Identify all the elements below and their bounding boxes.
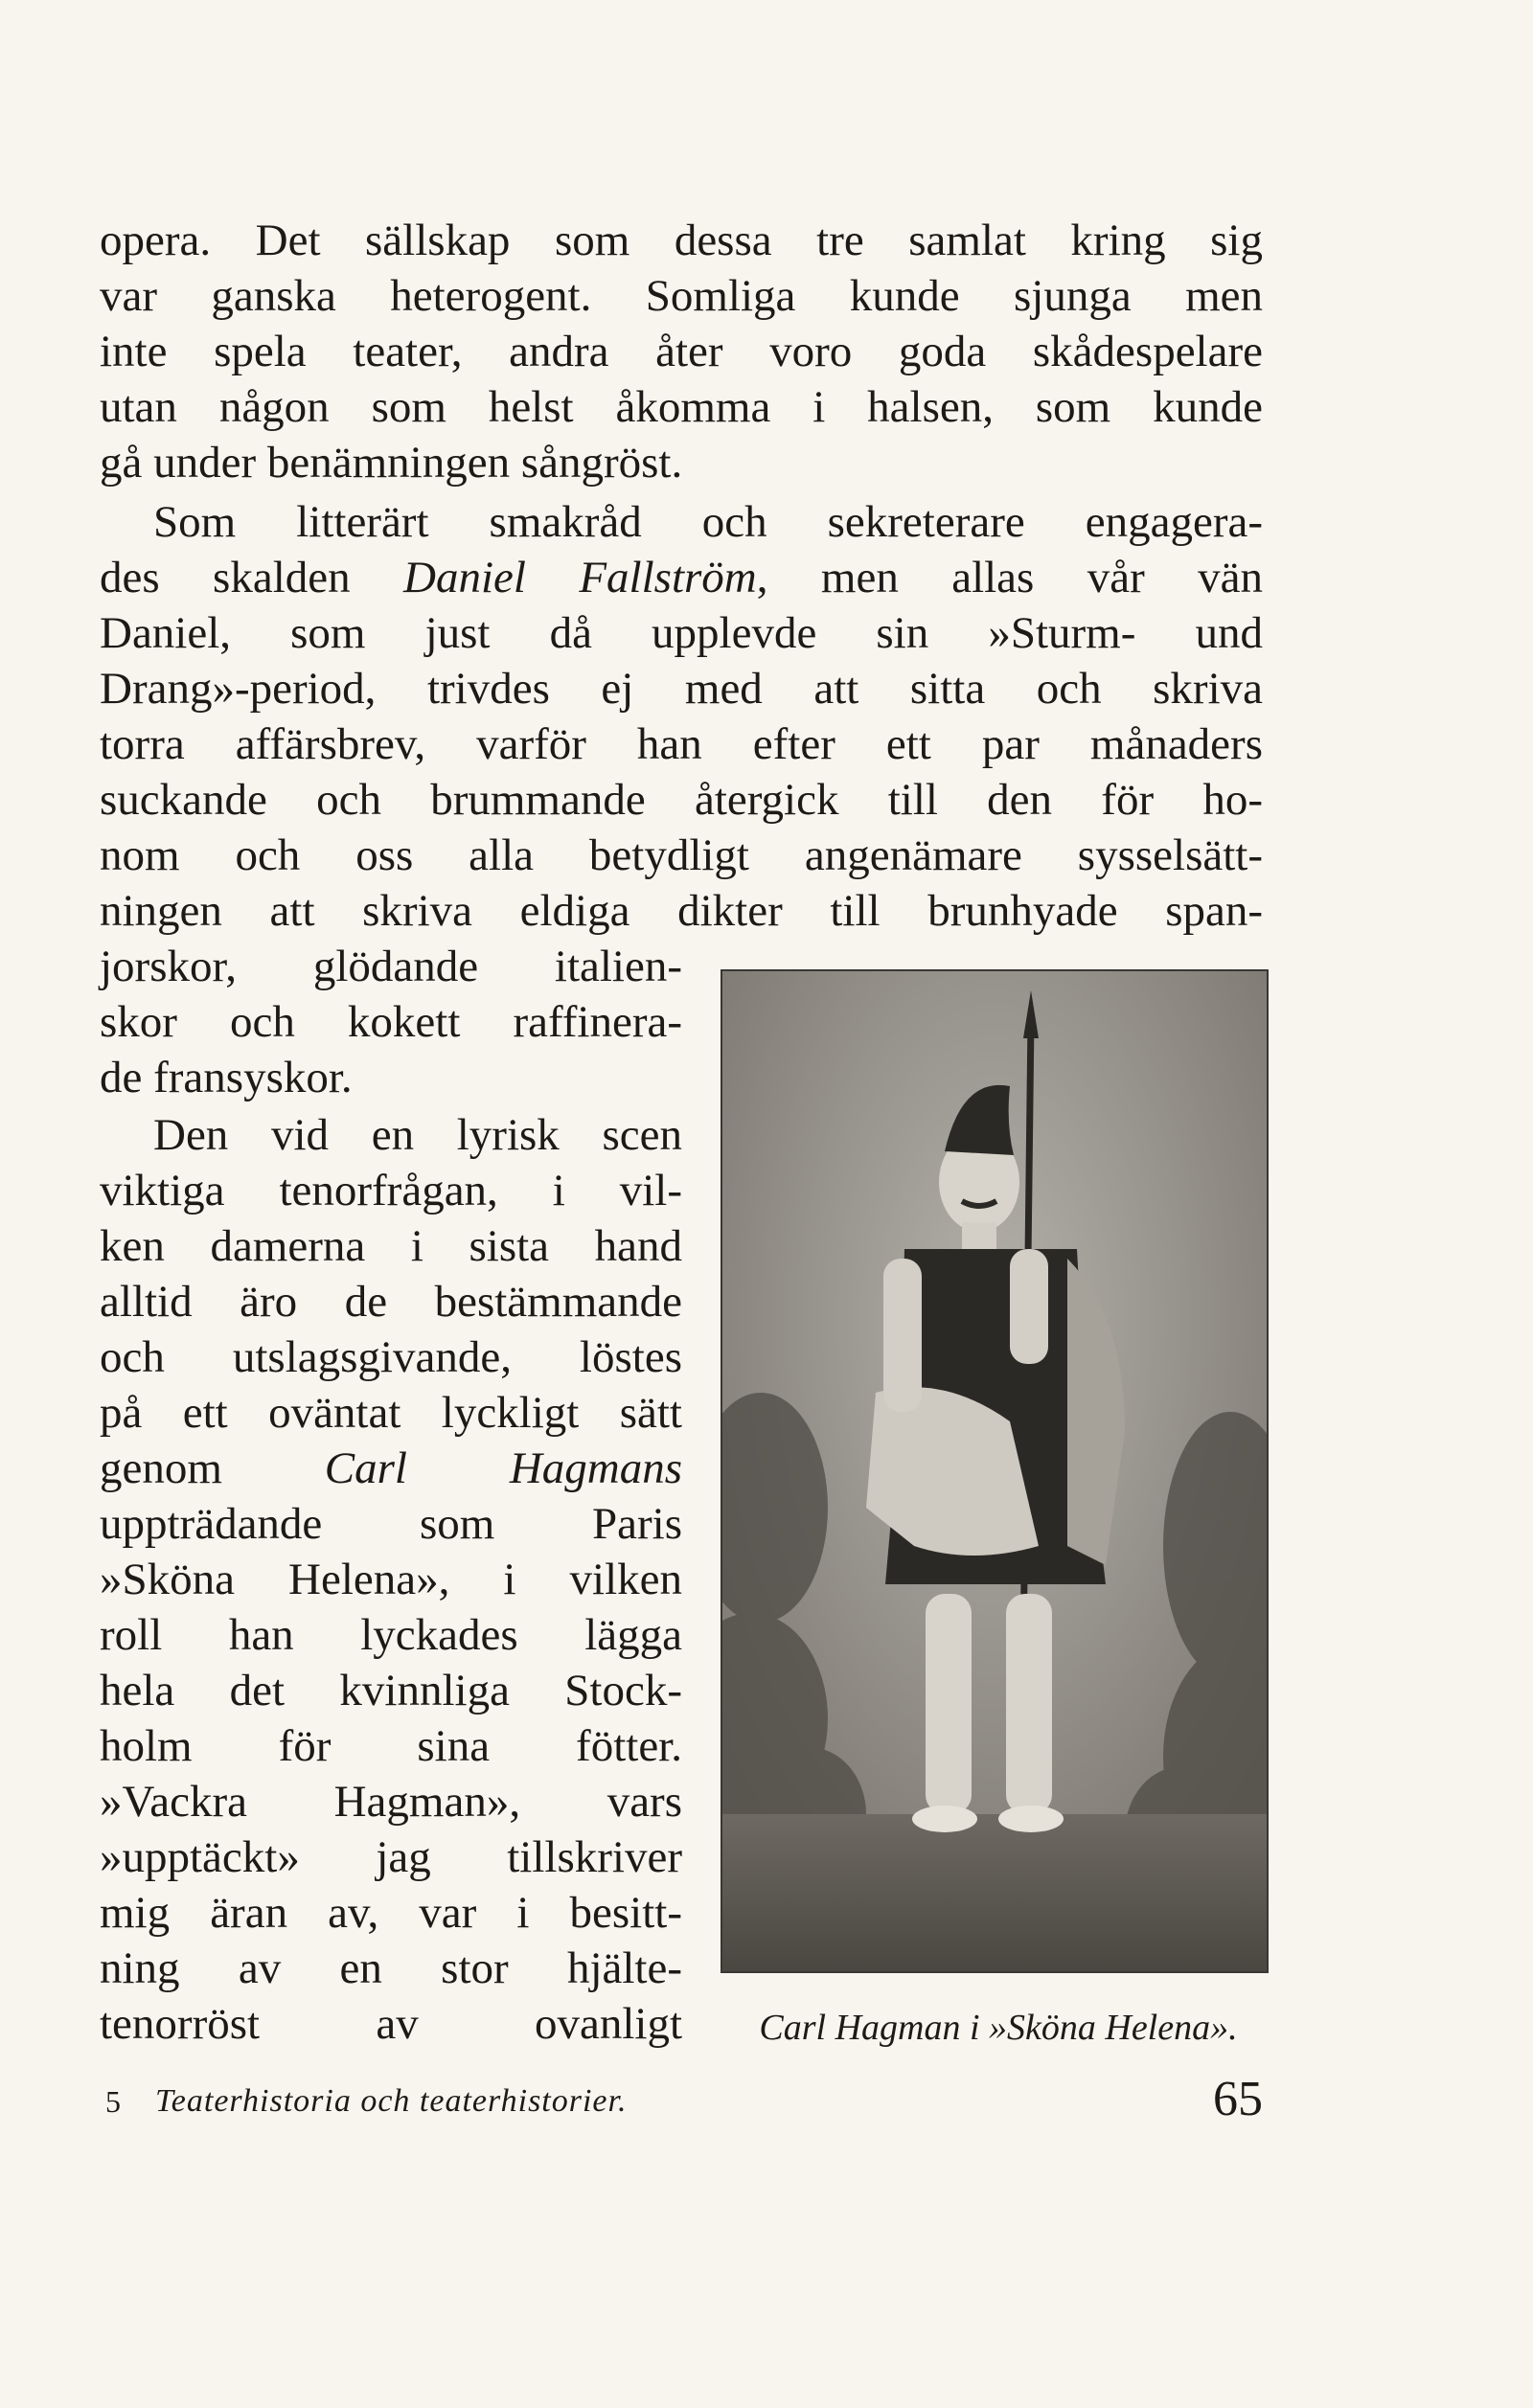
column-line-5: viktiga tenorfrågan, i vil- (100, 1166, 682, 1215)
body-line-13: ningen att skriva eldiga dikter till brunhyade span- (100, 886, 1263, 936)
column-line-18: mig äran av, var i besitt- (100, 1888, 682, 1938)
column-line-15: holm för sina fötter. (100, 1721, 682, 1771)
column-line-13: roll han lyckades lägga (100, 1610, 682, 1660)
body-line-7-start: des skalden (100, 553, 404, 602)
body-line-7-end: , men allas vår vän (756, 553, 1264, 602)
body-line-3: inte spela teater, andra åter voro goda skådespelare (100, 327, 1263, 376)
column-line-16: »Vackra Hagman», vars (100, 1777, 682, 1827)
body-line-6: Som litterärt smakråd och sekreterare engagera- (153, 497, 1263, 547)
column-line-9: på ett oväntat lyckligt sätt (100, 1388, 682, 1438)
body-line-4: utan någon som helst åkomma i halsen, som kunde (100, 382, 1263, 432)
signature-mark: 5 (105, 2084, 121, 2119)
column-line-12: »Sköna Helena», i vilken (100, 1555, 682, 1604)
column-line-6: ken damerna i sista hand (100, 1221, 682, 1271)
column-line-7: alltid äro de bestämmande (100, 1277, 682, 1327)
column-line-10-start: genom (100, 1443, 325, 1493)
portrait-photo (721, 969, 1269, 1973)
body-line-5: gå under benämningen sångröst. (100, 438, 683, 488)
column-line-8: och utslagsgivande, löstes (100, 1332, 682, 1382)
column-line-20: tenorröst av ovanligt (100, 1999, 682, 2049)
column-line-19: ning av en stor hjälte- (100, 1943, 682, 1993)
column-line-17: »upptäckt» jag tillskriver (100, 1832, 682, 1882)
body-line-9: Drang»-period, trivdes ej med att sitta och skriva (100, 664, 1263, 714)
name-carl-hagmans: Carl Hagmans (324, 1443, 683, 1493)
actor-figure-illustration (722, 971, 1267, 1971)
running-footer-title: Teaterhistoria och teaterhistorier. (155, 2083, 628, 2119)
page-number: 65 (1213, 2072, 1263, 2126)
column-line-11: uppträdande som Paris (100, 1499, 682, 1549)
column-line-14: hela det kvinnliga Stock- (100, 1666, 682, 1715)
column-line-4: Den vid en lyrisk scen (153, 1110, 682, 1160)
body-line-7 (100, 550, 1263, 605)
body-line-2: var ganska heterogent. Somliga kunde sjunga men (100, 271, 1263, 321)
column-line-3: de fransyskor. (100, 1053, 353, 1102)
column-line-10 (100, 1441, 682, 1496)
body-line-8: Daniel, som just då upplevde sin »Sturm- und (100, 608, 1263, 658)
body-line-1: opera. Det sällskap som dessa tre samlat kring sig (100, 216, 1263, 265)
body-line-11: suckande och brummande återgick till den för ho- (100, 775, 1263, 825)
column-line-1: jorskor, glödande italien- (100, 942, 682, 991)
column-line-2: skor och kokett raffinera- (100, 997, 682, 1047)
body-line-10: torra affärsbrev, varför han efter ett par månaders (100, 719, 1263, 769)
body-line-12: nom och oss alla betydligt angenämare sysselsätt- (100, 830, 1263, 880)
photo-caption: Carl Hagman i »Sköna Helena». (759, 2008, 1238, 2048)
author-name-fallstrom: Daniel Fallström (403, 553, 757, 602)
